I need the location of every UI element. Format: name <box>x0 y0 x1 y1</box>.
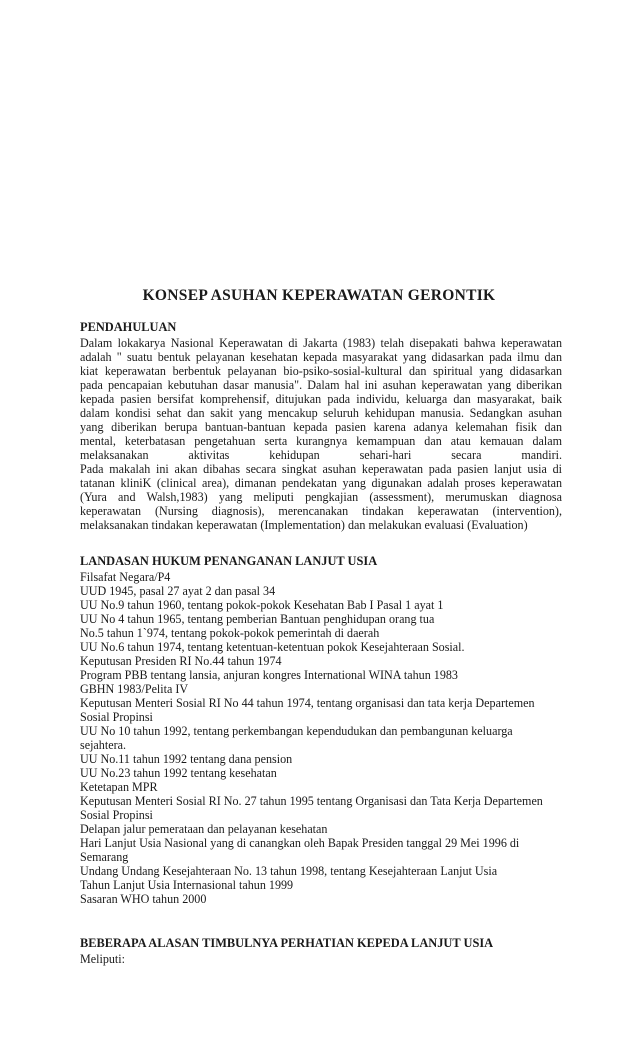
list-item: Delapan jalur pemerataan dan pelayanan kesehatan <box>80 822 328 836</box>
paragraph-line: (Yura and Walsh,1983) yang meliputi pengkajian (assessment), merumuskan diagnosa <box>80 490 562 504</box>
section-heading-landasan-hukum: LANDASAN HUKUM PENANGANAN LANJUT USIA <box>80 554 378 568</box>
list-item: UUD 1945, pasal 27 ayat 2 dan pasal 34 <box>80 584 276 598</box>
page-title: KONSEP ASUHAN KEPERAWATAN GERONTIK <box>142 287 496 304</box>
paragraph-line: mental, keterbatasan pengetahuan serta kurangnya kemampuan dan atau kemauan dalam <box>80 434 562 448</box>
list-item: Sosial Propinsi <box>80 808 153 822</box>
list-item: Undang Undang Kesejahteraan No. 13 tahun 1998, tentang Kesejahteraan Lanjut Usia <box>80 864 498 878</box>
list-item: Hari Lanjut Usia Nasional yang di canangkan oleh Bapak Presiden tanggal 29 Mei 1996 di <box>80 836 520 850</box>
paragraph-line: Pada makalah ini akan dibahas secara singkat asuhan keperawatan pada pasien lanjut usia di <box>80 462 562 476</box>
paragraph-line: yang diberikan berupa bantuan-bantuan kepada pasien karena adanya kelemahan fisik dan <box>80 420 562 434</box>
paragraph-line: keperawatan (Nursing diagnosis), merencanakan tindakan keperawatan (intervention), <box>80 504 562 518</box>
list-item: UU No.11 tahun 1992 tentang dana pension <box>80 752 293 766</box>
list-item: GBHN 1983/Pelita IV <box>80 682 189 696</box>
list-item: No.5 tahun 1`974, tentang pokok-pokok pemerintah di daerah <box>80 626 380 640</box>
paragraph-line: pada pencapaian kebutuhan dasar manusia". Dalam hal ini asuhan keperawatan yang diberikan <box>80 378 562 392</box>
list-item: Sosial Propinsi <box>80 710 153 724</box>
paragraph-line: adalah " suatu bentuk pelayanan kesehatan kepada masyarakat yang didasarkan pada ilmu dan <box>80 350 562 364</box>
paragraph-line: melaksanakan tindakan keperawatan (Implementation) dan melakukan evaluasi (Evaluation) <box>80 518 528 532</box>
paragraph-line: kiat keperawatan berbentuk pelayanan bio-psiko-sosial-kultural dan spiritual yang didasarkan <box>80 364 562 378</box>
list-item: Sasaran WHO tahun 2000 <box>80 892 207 906</box>
paragraph-line: melaksanakan aktivitas kehidupan sehari-hari secara mandiri. <box>80 448 562 462</box>
list-item: Filsafat Negara/P4 <box>80 570 171 584</box>
list-item: Keputusan Presiden RI No.44 tahun 1974 <box>80 654 282 668</box>
list-item: Program PBB tentang lansia, anjuran kongres International WINA tahun 1983 <box>80 668 458 682</box>
paragraph-line: dalam kondisi sehat dan sakit yang mencakup seluruh kehidupan manusia. Sedangkan asuhan <box>80 406 562 420</box>
list-item: UU No 4 tahun 1965, tentang pemberian Bantuan penghidupan orang tua <box>80 612 435 626</box>
list-item: Keputusan Menteri Sosial RI No. 27 tahun 1995 tentang Organisasi dan Tata Kerja Departemen <box>80 794 543 808</box>
list-item: Keputusan Menteri Sosial RI No 44 tahun 1974, tentang organisasi dan tata kerja Departemen <box>80 696 535 710</box>
paragraph-line: kepada pasien bersifat komprehensif, ditujukan pada individu, keluarga dan masyarakat, baik <box>80 392 562 406</box>
section-heading-alasan-perhatian: BEBERAPA ALASAN TIMBULNYA PERHATIAN KEPEDA LANJUT USIA <box>80 936 494 950</box>
list-item: UU No 10 tahun 1992, tentang perkembangan kependudukan dan pembangunan keluarga <box>80 724 513 738</box>
list-item: Semarang <box>80 850 129 864</box>
list-item: Tahun Lanjut Usia Internasional tahun 1999 <box>80 878 294 892</box>
list-item: UU No.9 tahun 1960, tentang pokok-pokok Kesehatan Bab I Pasal 1 ayat 1 <box>80 598 444 612</box>
paragraph-line: Dalam lokakarya Nasional Keperawatan di Jakarta (1983) telah disepakati bahwa keperawatan <box>80 336 562 350</box>
list-item: sejahtera. <box>80 738 126 752</box>
list-item: Ketetapan MPR <box>80 780 158 794</box>
list-item: UU No.23 tahun 1992 tentang kesehatan <box>80 766 277 780</box>
list-item: UU No.6 tahun 1974, tentang ketentuan-ketentuan pokok Kesejahteraan Sosial. <box>80 640 465 654</box>
paragraph-line: tatanan kliniK (clinical area), dimanan pendekatan yang digunakan adalah proses keperawatan <box>80 476 562 490</box>
list-item: Meliputi: <box>80 952 126 966</box>
section-heading-pendahuluan: PENDAHULUAN <box>80 320 177 334</box>
